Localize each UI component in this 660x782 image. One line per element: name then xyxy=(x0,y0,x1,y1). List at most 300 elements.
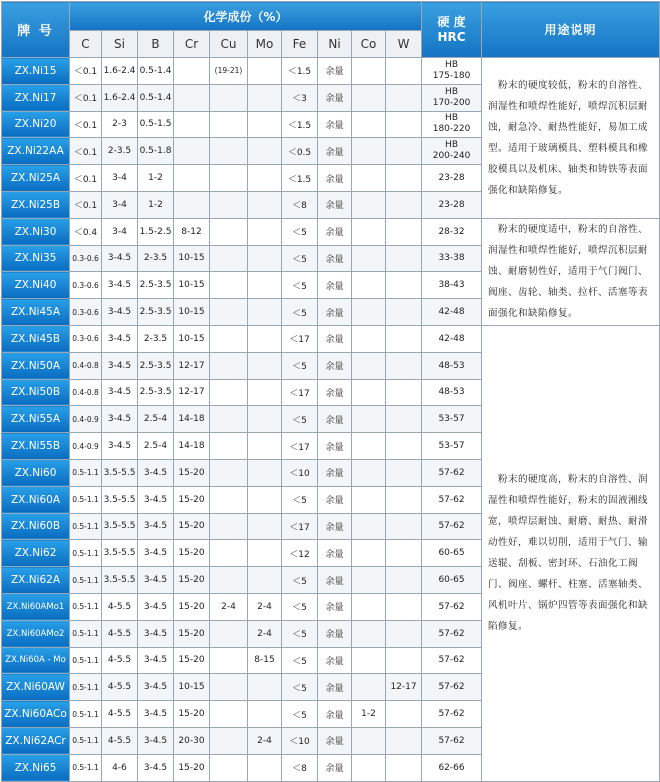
w-cell xyxy=(386,754,422,781)
hardness-value: 53-57 xyxy=(438,414,465,425)
b-cell: 3-4.5 xyxy=(138,754,174,781)
c-cell: 0.5-1.1 xyxy=(70,701,102,728)
hardness-cell xyxy=(422,245,482,272)
ni-cell: 余量 xyxy=(318,111,352,138)
grade-cell: ZX.Ni22AA xyxy=(2,138,70,165)
c-cell: 0.5-1.1 xyxy=(70,567,102,594)
co-cell xyxy=(352,727,386,754)
cr-cell: 10-15 xyxy=(174,272,210,299)
c-cell: 0.4-0.8 xyxy=(70,379,102,406)
b-cell: 2-3.5 xyxy=(138,325,174,352)
hardness-value: 38-43 xyxy=(438,280,465,291)
si-cell: 4-5.5 xyxy=(102,647,138,674)
fe-cell: ＜5 xyxy=(282,352,318,379)
cu-cell xyxy=(210,701,248,728)
cr-cell: 12-17 xyxy=(174,379,210,406)
ni-cell: 余量 xyxy=(318,299,352,326)
grade-cell: ZX.Ni60AMo2 xyxy=(2,620,70,647)
cu-cell xyxy=(210,245,248,272)
mo-cell xyxy=(248,325,282,352)
co-cell xyxy=(352,754,386,781)
table-row xyxy=(2,325,660,352)
cu-cell xyxy=(210,272,248,299)
c-cell: 0.5-1.1 xyxy=(70,593,102,620)
co-cell xyxy=(352,433,386,460)
ni-cell: 余量 xyxy=(318,433,352,460)
c-cell: 0.4-0.8 xyxy=(70,352,102,379)
ni-cell: 余量 xyxy=(318,218,352,245)
grade-cell: ZX.Ni60AW xyxy=(2,674,70,701)
b-cell: 0.5-1.4 xyxy=(138,58,174,85)
cu-cell xyxy=(210,513,248,540)
hardness-cell xyxy=(422,325,482,352)
hardness-cell xyxy=(422,191,482,218)
cu-cell xyxy=(210,325,248,352)
cr-cell: 15-20 xyxy=(174,486,210,513)
fe-cell: ＜5 xyxy=(282,567,318,594)
c-cell: 0.4-0.9 xyxy=(70,433,102,460)
grade-cell: ZX.Ni45B xyxy=(2,325,70,352)
cr-cell: 15-20 xyxy=(174,459,210,486)
co-cell xyxy=(352,272,386,299)
fe-cell: ＜17 xyxy=(282,513,318,540)
co-cell xyxy=(352,84,386,111)
cr-cell: 15-20 xyxy=(174,754,210,781)
hardness-cell xyxy=(422,540,482,567)
element-header-w: W xyxy=(386,31,422,58)
hardness-value: HB xyxy=(445,86,458,97)
w-cell xyxy=(386,299,422,326)
cu-cell xyxy=(210,754,248,781)
fe-cell: ＜1.5 xyxy=(282,165,318,192)
ni-cell: 余量 xyxy=(318,352,352,379)
cr-cell: 15-20 xyxy=(174,593,210,620)
mo-cell xyxy=(248,701,282,728)
c-cell: 0.5-1.1 xyxy=(70,620,102,647)
cu-cell xyxy=(210,138,248,165)
w-cell xyxy=(386,486,422,513)
cu-cell xyxy=(210,647,248,674)
cr-cell: 15-20 xyxy=(174,513,210,540)
grade-cell: ZX.Ni62 xyxy=(2,540,70,567)
co-cell xyxy=(352,352,386,379)
hardness-cell xyxy=(422,272,482,299)
grade-header: 牌 号 xyxy=(2,2,70,58)
si-cell: 3-4 xyxy=(102,165,138,192)
b-cell: 1.5-2.5 xyxy=(138,218,174,245)
ni-cell: 余量 xyxy=(318,245,352,272)
hardness-header xyxy=(422,2,482,58)
mo-cell xyxy=(248,58,282,85)
b-cell: 3-4.5 xyxy=(138,459,174,486)
mo-cell xyxy=(248,754,282,781)
hardness-value: 57-62 xyxy=(438,709,465,720)
cr-cell xyxy=(174,165,210,192)
w-cell xyxy=(386,567,422,594)
c-cell: 0.5-1.1 xyxy=(70,674,102,701)
hardness-cell xyxy=(422,379,482,406)
hardness-cell xyxy=(422,754,482,781)
ni-cell: 余量 xyxy=(318,620,352,647)
ni-cell: 余量 xyxy=(318,84,352,111)
b-cell: 3-4.5 xyxy=(138,540,174,567)
hardness-cell xyxy=(422,620,482,647)
si-cell: 4-5.5 xyxy=(102,727,138,754)
fe-cell: ＜1.5 xyxy=(282,111,318,138)
b-cell: 3-4.5 xyxy=(138,727,174,754)
cu-cell xyxy=(210,433,248,460)
b-cell: 2.5-3.5 xyxy=(138,352,174,379)
c-cell: 0.5-1.1 xyxy=(70,459,102,486)
hardness-cell xyxy=(422,406,482,433)
hardness-value: 48-53 xyxy=(438,360,465,371)
co-cell xyxy=(352,245,386,272)
c-cell: 0.3-0.6 xyxy=(70,272,102,299)
cr-cell: 14-18 xyxy=(174,433,210,460)
fe-cell: ＜5 xyxy=(282,701,318,728)
cr-cell xyxy=(174,84,210,111)
c-cell: 0.5-1.1 xyxy=(70,540,102,567)
si-cell: 3-4.5 xyxy=(102,325,138,352)
hardness-value: 42-48 xyxy=(438,333,465,344)
hardness-header-line: 硬 度 xyxy=(437,14,466,29)
ni-cell: 余量 xyxy=(318,325,352,352)
co-cell xyxy=(352,111,386,138)
grade-cell: ZX.Ni20 xyxy=(2,111,70,138)
si-cell: 3.5-5.5 xyxy=(102,459,138,486)
element-header-mo: Mo xyxy=(248,31,282,58)
ni-cell: 余量 xyxy=(318,272,352,299)
cu-cell xyxy=(210,459,248,486)
cu-cell xyxy=(210,727,248,754)
mo-cell xyxy=(248,191,282,218)
grade-cell: ZX.Ni60 xyxy=(2,459,70,486)
mo-cell xyxy=(248,459,282,486)
grade-cell: ZX.Ni17 xyxy=(2,84,70,111)
fe-cell: ＜5 xyxy=(282,674,318,701)
cu-cell xyxy=(210,379,248,406)
cu-cell xyxy=(210,191,248,218)
si-cell: 4-6 xyxy=(102,754,138,781)
hardness-value: 57-62 xyxy=(438,494,465,505)
si-cell: 3-4.5 xyxy=(102,272,138,299)
table-row xyxy=(2,218,660,245)
cu-cell: 2-4 xyxy=(210,593,248,620)
ni-cell: 余量 xyxy=(318,513,352,540)
b-cell: 2.5-4 xyxy=(138,433,174,460)
fe-cell: ＜17 xyxy=(282,379,318,406)
w-cell xyxy=(386,191,422,218)
grade-cell: ZX.Ni60AMo1 xyxy=(2,593,70,620)
mo-cell xyxy=(248,540,282,567)
grade-cell: ZX.Ni50B xyxy=(2,379,70,406)
mo-cell xyxy=(248,138,282,165)
cr-cell: 15-20 xyxy=(174,567,210,594)
fe-cell: ＜17 xyxy=(282,433,318,460)
w-cell xyxy=(386,58,422,85)
co-cell xyxy=(352,165,386,192)
cr-cell xyxy=(174,111,210,138)
cu-cell xyxy=(210,165,248,192)
cu-cell: (19-21) xyxy=(210,58,248,85)
co-cell xyxy=(352,325,386,352)
mo-cell xyxy=(248,433,282,460)
fe-cell: ＜5 xyxy=(282,406,318,433)
c-cell: 0.5-1.1 xyxy=(70,486,102,513)
w-cell xyxy=(386,647,422,674)
cr-cell: 14-18 xyxy=(174,406,210,433)
w-cell xyxy=(386,272,422,299)
mo-cell xyxy=(248,111,282,138)
c-cell: 0.5-1.1 xyxy=(70,727,102,754)
grade-cell: ZX.Ni50A xyxy=(2,352,70,379)
c-cell: 0.3-0.6 xyxy=(70,245,102,272)
mo-cell xyxy=(248,84,282,111)
table-body xyxy=(2,58,660,782)
fe-cell: ＜10 xyxy=(282,459,318,486)
hardness-cell xyxy=(422,674,482,701)
mo-cell xyxy=(248,272,282,299)
cu-cell xyxy=(210,111,248,138)
grade-cell: ZX.Ni25A xyxy=(2,165,70,192)
fe-cell: ＜10 xyxy=(282,727,318,754)
hardness-cell xyxy=(422,138,482,165)
w-cell xyxy=(386,111,422,138)
w-cell xyxy=(386,620,422,647)
element-header-fe: Fe xyxy=(282,31,318,58)
hardness-value: HB xyxy=(445,140,458,151)
co-cell xyxy=(352,406,386,433)
hardness-value: 62-66 xyxy=(438,762,465,773)
cu-cell xyxy=(210,540,248,567)
si-cell: 3-4.5 xyxy=(102,245,138,272)
b-cell: 2.5-3.5 xyxy=(138,299,174,326)
hardness-cell xyxy=(422,486,482,513)
si-cell: 4-5.5 xyxy=(102,620,138,647)
si-cell: 3-4 xyxy=(102,218,138,245)
hardness-value: 57-62 xyxy=(438,655,465,666)
fe-cell: ＜5 xyxy=(282,593,318,620)
si-cell: 3-4.5 xyxy=(102,352,138,379)
ni-cell: 余量 xyxy=(318,165,352,192)
grade-cell: ZX.Ni55A xyxy=(2,406,70,433)
hardness-cell xyxy=(422,701,482,728)
fe-cell: ＜8 xyxy=(282,754,318,781)
w-cell xyxy=(386,459,422,486)
hardness-cell xyxy=(422,593,482,620)
hardness-cell xyxy=(422,352,482,379)
hardness-value: 60-65 xyxy=(438,548,465,559)
alloy-powder-spec-table xyxy=(1,1,660,782)
hardness-value: 170-200 xyxy=(432,97,471,108)
hardness-value: 180-220 xyxy=(432,124,471,135)
ni-cell: 余量 xyxy=(318,406,352,433)
w-cell xyxy=(386,433,422,460)
co-cell xyxy=(352,379,386,406)
si-cell: 3.5-5.5 xyxy=(102,513,138,540)
w-cell xyxy=(386,701,422,728)
element-header-ni: Ni xyxy=(318,31,352,58)
grade-cell: ZX.Ni60B xyxy=(2,513,70,540)
si-cell: 4-5.5 xyxy=(102,593,138,620)
si-cell: 3-4 xyxy=(102,191,138,218)
fe-cell: ＜5 xyxy=(282,272,318,299)
mo-cell xyxy=(248,299,282,326)
co-cell xyxy=(352,513,386,540)
w-cell xyxy=(386,245,422,272)
hardness-cell xyxy=(422,513,482,540)
b-cell: 2.5-3.5 xyxy=(138,272,174,299)
hardness-value: 57-62 xyxy=(438,601,465,612)
grade-cell: ZX.Ni55B xyxy=(2,433,70,460)
ni-cell: 余量 xyxy=(318,486,352,513)
cr-cell: 20-30 xyxy=(174,727,210,754)
element-header-co: Co xyxy=(352,31,386,58)
w-cell xyxy=(386,513,422,540)
hardness-cell xyxy=(422,218,482,245)
b-cell: 2.5-4 xyxy=(138,406,174,433)
mo-cell xyxy=(248,352,282,379)
si-cell: 3.5-5.5 xyxy=(102,540,138,567)
cr-cell: 12-17 xyxy=(174,352,210,379)
cu-cell xyxy=(210,567,248,594)
cr-cell: 15-20 xyxy=(174,701,210,728)
hardness-cell xyxy=(422,84,482,111)
grade-cell: ZX.Ni62ACr xyxy=(2,727,70,754)
ni-cell: 余量 xyxy=(318,379,352,406)
hardness-cell xyxy=(422,459,482,486)
hardness-value: 33-38 xyxy=(438,253,465,264)
usage-note: 粉末的硬度较低，粉末的自溶性、润湿性和喷焊性能好，喷焊沉积层耐蚀，耐急冷、耐热性能好，易加工成型。适用于玻璃模具、塑料模具和橡胶模具以及机床、轴类和铸铁等表面强化和缺陷修复。 xyxy=(482,58,660,219)
ni-cell: 余量 xyxy=(318,540,352,567)
fe-cell: ＜17 xyxy=(282,325,318,352)
ni-cell: 余量 xyxy=(318,191,352,218)
fe-cell: ＜8 xyxy=(282,191,318,218)
cr-cell: 15-20 xyxy=(174,540,210,567)
element-header-c: C xyxy=(70,31,102,58)
c-cell: 0.3-0.6 xyxy=(70,325,102,352)
co-cell xyxy=(352,567,386,594)
co-cell xyxy=(352,459,386,486)
co-cell xyxy=(352,58,386,85)
hardness-value: 28-32 xyxy=(438,226,465,237)
w-cell xyxy=(386,379,422,406)
w-cell xyxy=(386,406,422,433)
mo-cell xyxy=(248,567,282,594)
c-cell: ＜0.1 xyxy=(70,165,102,192)
mo-cell: 2-4 xyxy=(248,727,282,754)
ni-cell: 余量 xyxy=(318,459,352,486)
si-cell: 3-4.5 xyxy=(102,379,138,406)
w-cell xyxy=(386,593,422,620)
hardness-value: 53-57 xyxy=(438,441,465,452)
hardness-cell xyxy=(422,727,482,754)
hardness-value: 57-62 xyxy=(438,467,465,478)
element-header-b: B xyxy=(138,31,174,58)
grade-cell: ZX.Ni40 xyxy=(2,272,70,299)
b-cell: 0.5-1.5 xyxy=(138,111,174,138)
si-cell: 1.6-2.4 xyxy=(102,84,138,111)
co-cell xyxy=(352,218,386,245)
ni-cell: 余量 xyxy=(318,593,352,620)
hardness-value: 200-240 xyxy=(432,151,471,162)
si-cell: 4-5.5 xyxy=(102,701,138,728)
hardness-cell xyxy=(422,165,482,192)
ni-cell: 余量 xyxy=(318,674,352,701)
w-cell xyxy=(386,540,422,567)
grade-cell: ZX.Ni60A xyxy=(2,486,70,513)
hardness-value: 57-62 xyxy=(438,628,465,639)
w-cell xyxy=(386,352,422,379)
co-cell xyxy=(352,191,386,218)
grade-cell: ZX.Ni62A xyxy=(2,567,70,594)
co-cell xyxy=(352,299,386,326)
co-cell xyxy=(352,486,386,513)
c-cell: ＜0.1 xyxy=(70,58,102,85)
ni-cell: 余量 xyxy=(318,138,352,165)
element-header-cu: Cu xyxy=(210,31,248,58)
si-cell: 3-4.5 xyxy=(102,433,138,460)
cr-cell: 8-12 xyxy=(174,218,210,245)
hardness-cell xyxy=(422,58,482,85)
cu-cell xyxy=(210,486,248,513)
ni-cell: 余量 xyxy=(318,727,352,754)
si-cell: 2-3 xyxy=(102,111,138,138)
si-cell: 2-3.5 xyxy=(102,138,138,165)
b-cell: 3-4.5 xyxy=(138,593,174,620)
hardness-cell xyxy=(422,433,482,460)
grade-cell: ZX.Ni35 xyxy=(2,245,70,272)
ni-cell: 余量 xyxy=(318,647,352,674)
cu-cell xyxy=(210,299,248,326)
grade-cell: ZX.Ni45A xyxy=(2,299,70,326)
element-header-si: Si xyxy=(102,31,138,58)
grade-cell: ZX.Ni65 xyxy=(2,754,70,781)
si-cell: 4-5.5 xyxy=(102,674,138,701)
cu-cell xyxy=(210,674,248,701)
b-cell: 3-4.5 xyxy=(138,513,174,540)
hardness-cell xyxy=(422,111,482,138)
hardness-value: 175-180 xyxy=(432,70,471,81)
co-cell xyxy=(352,593,386,620)
c-cell: ＜0.1 xyxy=(70,191,102,218)
w-cell xyxy=(386,165,422,192)
w-cell xyxy=(386,218,422,245)
si-cell: 3.5-5.5 xyxy=(102,567,138,594)
co-cell xyxy=(352,620,386,647)
w-cell xyxy=(386,325,422,352)
cr-cell: 10-15 xyxy=(174,674,210,701)
usage-note: 粉末的硬度高，粉末的自溶性、润湿性和喷焊性能好，粉末的固液湘线宽，喷焊层耐蚀、耐磨、耐热、耐滑动性好，难以切削，适用于气门、输送辊、刮板、密封环、石油化工阀门、阀座、螺杆、柱塞、活塞轴类、风机叶片、锅炉四管等表面强化和缺陷修复。 xyxy=(482,325,660,781)
cr-cell xyxy=(174,58,210,85)
hardness-value: 23-28 xyxy=(438,199,465,210)
b-cell: 2-3.5 xyxy=(138,245,174,272)
fe-cell: ＜5 xyxy=(282,486,318,513)
mo-cell xyxy=(248,674,282,701)
co-cell xyxy=(352,540,386,567)
ni-cell: 余量 xyxy=(318,567,352,594)
b-cell: 1-2 xyxy=(138,191,174,218)
co-cell xyxy=(352,674,386,701)
fe-cell: ＜5 xyxy=(282,299,318,326)
c-cell: 0.5-1.1 xyxy=(70,513,102,540)
w-cell xyxy=(386,138,422,165)
fe-cell: ＜5 xyxy=(282,218,318,245)
cr-cell: 10-15 xyxy=(174,325,210,352)
fe-cell: ＜0.5 xyxy=(282,138,318,165)
element-header-cr: Cr xyxy=(174,31,210,58)
hardness-value: 23-28 xyxy=(438,173,465,184)
